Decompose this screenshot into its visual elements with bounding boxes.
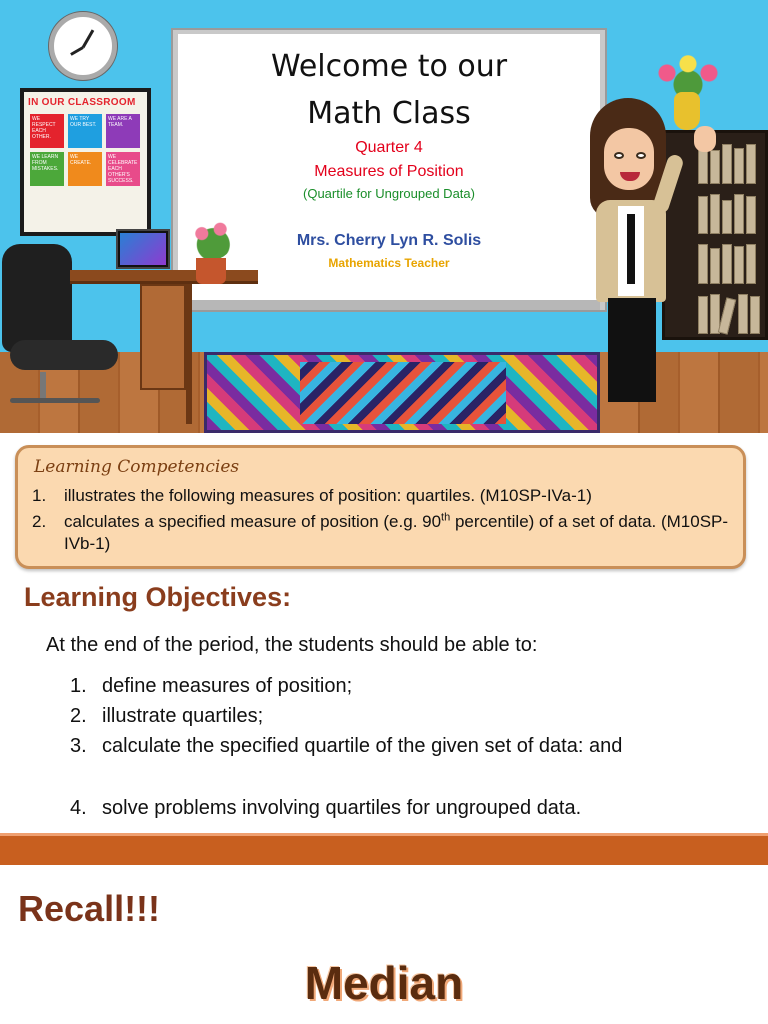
competencies-title: Learning Competencies — [34, 457, 240, 477]
objective-text: calculate the specified quartile of the given set of data: and — [102, 735, 623, 757]
office-chair-icon — [2, 244, 72, 352]
objectives-intro: At the end of the period, the students should be able to: — [46, 634, 538, 656]
objective-number: 4. — [70, 797, 87, 819]
wall-clock-icon — [49, 12, 117, 80]
competency-text: illustrates the following measures of position: quartiles. (M10SP-IVa-1) — [64, 486, 592, 505]
vase-icon — [674, 92, 700, 130]
objective-item — [70, 701, 742, 731]
competency-number: 1. — [32, 486, 47, 505]
topic-label: Measures of Position — [314, 163, 464, 180]
quarter-label: Quarter 4 — [355, 139, 423, 156]
classroom-scene — [0, 0, 768, 433]
competency-text: calculates a specified measure of position (e.g. 90th percentile) of a set of data. (M10SP-IVb-1) — [64, 511, 729, 553]
teacher-role: Mathematics Teacher — [328, 256, 450, 270]
competency-number: 2. — [32, 512, 47, 531]
objective-item — [70, 671, 742, 701]
flower-plant-icon — [188, 216, 234, 260]
teacher-desk — [70, 270, 258, 284]
objective-text: illustrate quartiles; — [102, 705, 264, 727]
competency-item — [32, 511, 742, 559]
objective-number: 3. — [70, 735, 87, 757]
divider-band — [0, 833, 768, 865]
objective-item — [70, 793, 742, 823]
slide-title-line-1: Welcome to our — [270, 49, 508, 84]
median-term: Median — [304, 957, 464, 1009]
competencies-box — [15, 445, 746, 569]
poster-tile-4: WE LEARN FROM MISTAKES. — [30, 152, 64, 186]
poster-tile-5: WE CREATE. — [68, 152, 102, 186]
competency-item — [32, 485, 742, 509]
teacher-name: Mrs. Cherry Lyn R. Solis — [296, 232, 482, 249]
poster-tile-2: WE TRY OUR BEST. — [68, 114, 102, 148]
slide-title-line-2: Math Class — [307, 96, 471, 131]
poster-tile-1: WE RESPECT EACH OTHER. — [30, 114, 64, 148]
objective-text: define measures of position; — [102, 675, 353, 697]
poster-tile-6: WE CELEBRATE EACH OTHER'S SUCCESS. — [106, 152, 140, 186]
subtopic-label: (Quartile for Ungrouped Data) — [303, 186, 475, 201]
objectives-title: Learning Objectives: — [24, 582, 292, 612]
recall-heading: Recall!!! — [18, 888, 161, 929]
classroom-rules-poster — [20, 88, 151, 236]
objective-number: 1. — [70, 675, 87, 697]
poster-title: IN OUR CLASSROOM — [28, 97, 136, 108]
objective-number: 2. — [70, 705, 87, 727]
tulip-bouquet-icon — [653, 50, 723, 96]
whiteboard-tray — [178, 300, 600, 310]
poster-tile-3: WE ARE A TEAM. — [106, 114, 140, 148]
objective-text: solve problems involving quartiles for ungrouped data. — [102, 797, 582, 819]
objective-item — [70, 731, 742, 791]
